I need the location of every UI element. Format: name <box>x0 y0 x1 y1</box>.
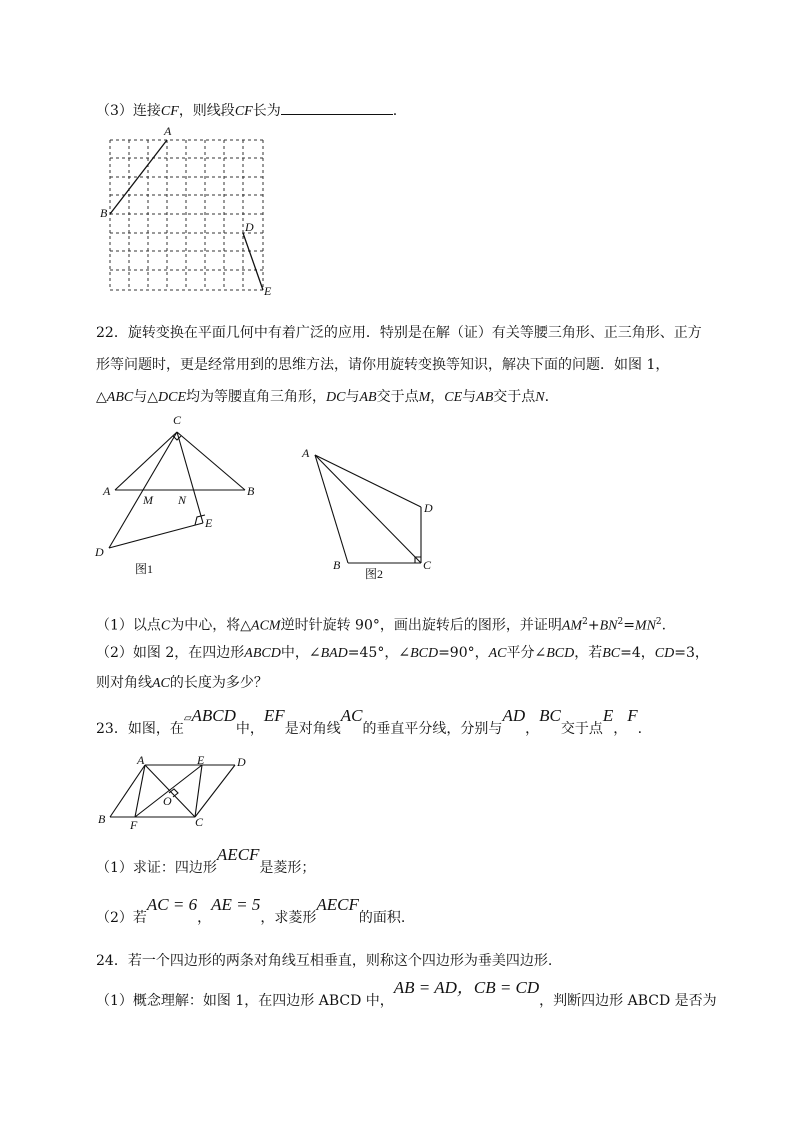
label-d: D <box>237 755 246 769</box>
label-c: C <box>423 558 432 572</box>
text: ，求菱形 <box>260 910 317 926</box>
exponent: 2 <box>582 617 588 627</box>
q23-part1 <box>96 845 316 883</box>
label-e: E <box>197 753 205 767</box>
var: BCD <box>410 646 439 661</box>
var: AD <box>502 706 526 725</box>
text: （1）概念理解：如图 1，在四边形 ABCD 中， <box>96 993 394 1009</box>
q23-part2 <box>96 895 406 933</box>
text: 为中心，将△ <box>170 617 252 634</box>
q23-figure <box>95 752 265 837</box>
label-o: O <box>163 794 172 808</box>
text: （2）若 <box>96 910 147 926</box>
q22-part2 <box>96 643 709 664</box>
text: 中，∠ <box>280 645 321 661</box>
q22-figure1 <box>95 410 265 580</box>
text: 是菱形； <box>259 860 316 876</box>
var: AB <box>476 390 494 405</box>
exponent: 2 <box>617 617 624 627</box>
label-c: C <box>195 815 204 829</box>
answer-blank[interactable] <box>281 100 393 115</box>
text: 的面积. <box>358 910 406 926</box>
q24-line1: 24．若一个四边形的两条对角线互相垂直，则称这个四边形为垂美四边形. <box>96 953 553 969</box>
text: 的长度为多少？ <box>169 675 268 691</box>
label-a: A <box>302 446 310 460</box>
var: BCD <box>546 646 575 661</box>
text: （1）以点 <box>96 617 161 634</box>
text: 与 <box>345 389 360 405</box>
text: =4， <box>620 645 655 661</box>
label-d: D <box>95 545 104 559</box>
var: ABCD <box>191 706 236 725</box>
grid-figure <box>100 125 280 300</box>
var: EF <box>263 706 285 725</box>
figure-caption: 图1 <box>135 562 154 576</box>
var: MN <box>634 618 656 634</box>
label-a: A <box>164 124 172 138</box>
var: E <box>602 706 614 725</box>
text: 与△ <box>133 389 159 405</box>
text: 长为 <box>252 103 281 119</box>
text: ， <box>430 389 445 405</box>
q21-part3-line <box>96 100 397 122</box>
text: 逆时针旋转 90°，画出旋转后的图形，并证明 <box>280 617 562 634</box>
var: CD <box>654 646 675 661</box>
parallelogram-symbol: ▱ <box>183 713 192 724</box>
var: AM <box>561 618 583 634</box>
var: M <box>418 390 431 405</box>
text: . <box>661 617 667 634</box>
text: 交于点 <box>376 389 419 405</box>
var: BN <box>599 618 618 634</box>
q22-line2: 形等问题时，更是经常用到的思维方法，请你用旋转变换等知识，解决下面的问题．如图 1， <box>96 357 670 373</box>
label-b: B <box>333 558 341 572</box>
text: △ <box>96 389 107 405</box>
var: DCE <box>158 390 187 405</box>
var: AECF <box>216 845 260 864</box>
text: 平分∠ <box>506 645 547 661</box>
var: CE <box>444 390 463 405</box>
label-d: D <box>245 220 254 234</box>
text: . <box>544 389 550 405</box>
var: DC <box>326 390 346 405</box>
q22-figure2 <box>300 445 450 580</box>
q22-line3 <box>96 387 549 408</box>
text: = <box>623 617 635 634</box>
q22-part2b <box>96 673 268 694</box>
label-n: N <box>178 493 187 507</box>
text: + <box>587 617 600 634</box>
equation: AB = AD，CB = CD <box>393 978 540 997</box>
text: =3， <box>674 645 709 661</box>
text: （3）连接 <box>96 103 161 119</box>
text: ，若 <box>574 645 603 661</box>
label-m: M <box>143 493 153 507</box>
var: AC <box>340 706 363 725</box>
segment-de <box>243 233 263 290</box>
exponent: 2 <box>655 617 662 627</box>
text: 是对角线 <box>284 721 341 737</box>
q24-part1 <box>96 978 717 1016</box>
label-a: A <box>103 484 111 498</box>
label-f: F <box>130 818 138 832</box>
var: AC <box>152 676 170 691</box>
text: 均为等腰直角三角形， <box>186 389 327 405</box>
figure-caption: 图2 <box>365 567 384 581</box>
var: AB <box>359 390 377 405</box>
var: AC <box>488 646 507 661</box>
text: 的垂直平分线，分别与 <box>362 721 503 737</box>
var: C <box>160 618 171 634</box>
text: =45°，∠ <box>347 645 411 661</box>
var: AECF <box>316 895 359 914</box>
text: 中， <box>235 721 264 737</box>
text: 23．如图，在 <box>96 721 184 737</box>
text: . <box>392 103 398 119</box>
label-e: E <box>205 516 213 530</box>
var: BC <box>602 646 621 661</box>
equation: AE = 5 <box>211 895 261 914</box>
text: 与 <box>462 389 477 405</box>
q22-part1 <box>96 612 666 637</box>
label-d: D <box>424 501 433 515</box>
text: ，则线段 <box>178 103 235 119</box>
label-b: B <box>247 484 255 498</box>
text: （1）求证：四边形 <box>96 860 217 876</box>
label-c: C <box>173 413 182 427</box>
q23-stem <box>96 706 643 746</box>
label-b: B <box>100 206 108 220</box>
text: ，判断四边形 ABCD 是否为 <box>539 993 717 1009</box>
text: 交于点 <box>493 389 536 405</box>
text: 则对角线 <box>96 675 152 691</box>
var: N <box>535 390 545 405</box>
var-cf: CF <box>234 104 253 119</box>
label-a: A <box>137 753 145 767</box>
label-e: E <box>264 284 272 298</box>
label-b: B <box>98 812 106 826</box>
text: （2）如图 2，在四边形 <box>96 645 245 661</box>
var: ACM <box>251 618 281 634</box>
text: ， <box>525 721 540 737</box>
text: ， <box>613 721 628 737</box>
var: ABC <box>106 390 134 405</box>
var: BAD <box>320 646 348 661</box>
text: 交于点 <box>560 721 603 737</box>
var-cf: CF <box>160 104 179 119</box>
var: BC <box>539 706 561 725</box>
var: ABCD <box>244 646 281 661</box>
equation: AC = 6 <box>146 895 198 914</box>
text: . <box>637 721 643 737</box>
var: F <box>627 706 638 725</box>
text: ， <box>197 910 212 926</box>
q22-line1: 22．旋转变换在平面几何中有着广泛的应用．特别是在解（证）有关等腰三角形、正三角形、正方 <box>96 325 702 341</box>
text: =90°， <box>438 645 489 661</box>
